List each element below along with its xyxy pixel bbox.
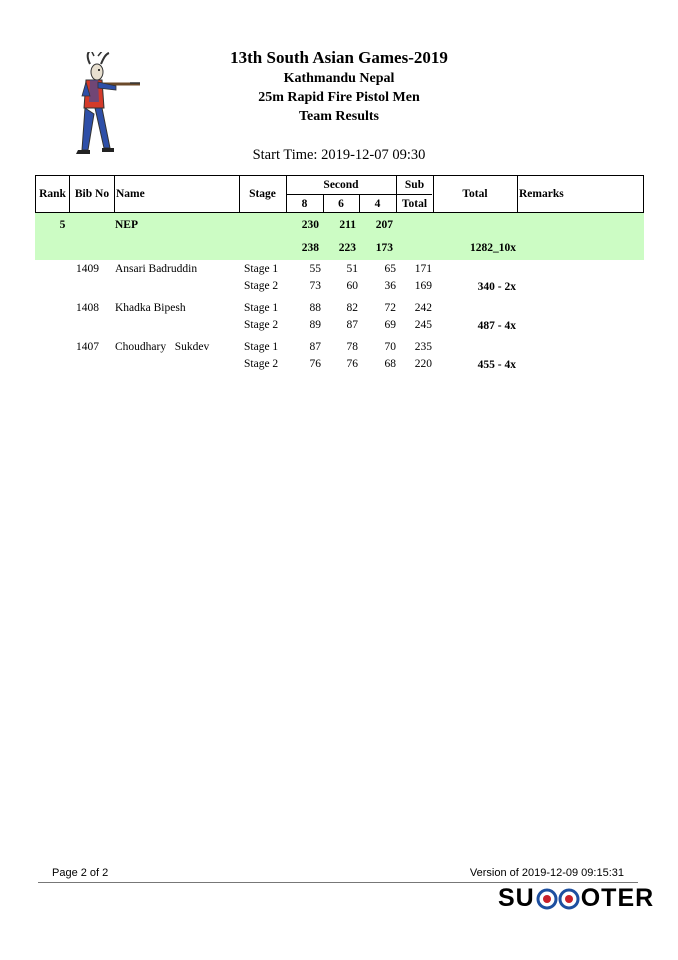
team-total: 1282_10x xyxy=(470,242,516,254)
team-r1-s4: 207 xyxy=(375,219,393,231)
sub-total: 169 xyxy=(414,280,432,292)
col-bib: Bib No xyxy=(74,188,110,200)
col-total: Total xyxy=(462,188,488,200)
score-6: 51 xyxy=(346,263,358,275)
results-table-header xyxy=(35,175,644,213)
logo-text-right: OTER xyxy=(580,884,655,912)
col-second-6: 6 xyxy=(338,198,344,210)
athlete-total: 340 - 2x xyxy=(477,281,516,293)
score-8: 89 xyxy=(309,319,321,331)
stage-label: Stage 2 xyxy=(244,319,279,331)
footer-divider xyxy=(38,882,638,883)
score-8: 88 xyxy=(309,302,321,314)
stage-label: Stage 2 xyxy=(244,280,279,292)
score-8: 76 xyxy=(309,358,321,370)
event-title: 25m Rapid Fire Pistol Men xyxy=(258,90,420,105)
location-title: Kathmandu Nepal xyxy=(283,71,395,86)
team-name: NEP xyxy=(115,219,138,231)
stage-label: Stage 1 xyxy=(244,302,279,314)
athlete-bib: 1409 xyxy=(76,263,99,275)
score-4: 36 xyxy=(384,280,396,292)
team-r1-s6: 211 xyxy=(339,219,356,231)
score-6: 87 xyxy=(346,319,358,331)
version-stamp: Version of 2019-12-09 09:15:31 xyxy=(469,867,624,879)
logo-text-left: SU xyxy=(498,884,535,912)
col-second: Second xyxy=(323,179,359,191)
score-6: 78 xyxy=(346,341,358,353)
col-rank: Rank xyxy=(39,188,66,200)
score-6: 60 xyxy=(346,280,358,292)
report-title: Team Results xyxy=(299,109,379,124)
target-icon xyxy=(536,888,580,910)
team-r2-s6: 223 xyxy=(338,242,356,254)
col-second-4: 4 xyxy=(374,198,381,210)
score-4: 69 xyxy=(384,319,396,331)
sub-total: 171 xyxy=(414,263,432,275)
athlete-total: 455 - 4x xyxy=(477,359,516,371)
score-6: 82 xyxy=(346,302,358,314)
score-8: 55 xyxy=(309,263,321,275)
sub-total: 242 xyxy=(414,302,432,314)
score-4: 68 xyxy=(384,358,396,370)
team-rank: 5 xyxy=(59,219,66,231)
sub-total: 220 xyxy=(414,358,432,370)
sub-total: 245 xyxy=(414,319,432,331)
team-row xyxy=(35,213,644,260)
col-sub-total: Total xyxy=(401,198,428,210)
stage-label: Stage 1 xyxy=(244,263,279,275)
score-4: 65 xyxy=(384,263,396,275)
col-name: Name xyxy=(116,188,145,200)
shooter-mascot-icon xyxy=(68,52,148,162)
sub-total: 235 xyxy=(414,341,432,353)
team-r2-s8: 238 xyxy=(301,242,319,254)
team-r2-s4: 173 xyxy=(375,242,393,254)
suooter-logo xyxy=(498,884,654,913)
athlete-name: Ansari Badruddin xyxy=(115,263,198,275)
athlete-name: Choudhary Sukdev xyxy=(115,341,210,353)
score-4: 72 xyxy=(384,302,396,314)
score-4: 70 xyxy=(384,341,396,353)
col-sub: Sub xyxy=(404,179,425,191)
page-number: Page 2 of 2 xyxy=(52,867,109,879)
stage-label: Stage 2 xyxy=(244,358,279,370)
athlete-total: 487 - 4x xyxy=(477,320,516,332)
score-8: 73 xyxy=(309,280,321,292)
stage-label: Stage 1 xyxy=(244,341,279,353)
athlete-bib: 1408 xyxy=(76,302,99,314)
score-6: 76 xyxy=(346,358,358,370)
start-time: Start Time: 2019-12-07 09:30 xyxy=(252,147,426,163)
col-remarks: Remarks xyxy=(519,188,564,200)
col-second-8: 8 xyxy=(301,198,308,210)
athlete-bib: 1407 xyxy=(76,341,99,353)
games-title: 13th South Asian Games-2019 xyxy=(230,48,448,67)
score-8: 87 xyxy=(309,341,321,353)
col-stage: Stage xyxy=(249,188,276,200)
team-r1-s8: 230 xyxy=(301,219,319,231)
athlete-name: Khadka Bipesh xyxy=(115,302,186,314)
